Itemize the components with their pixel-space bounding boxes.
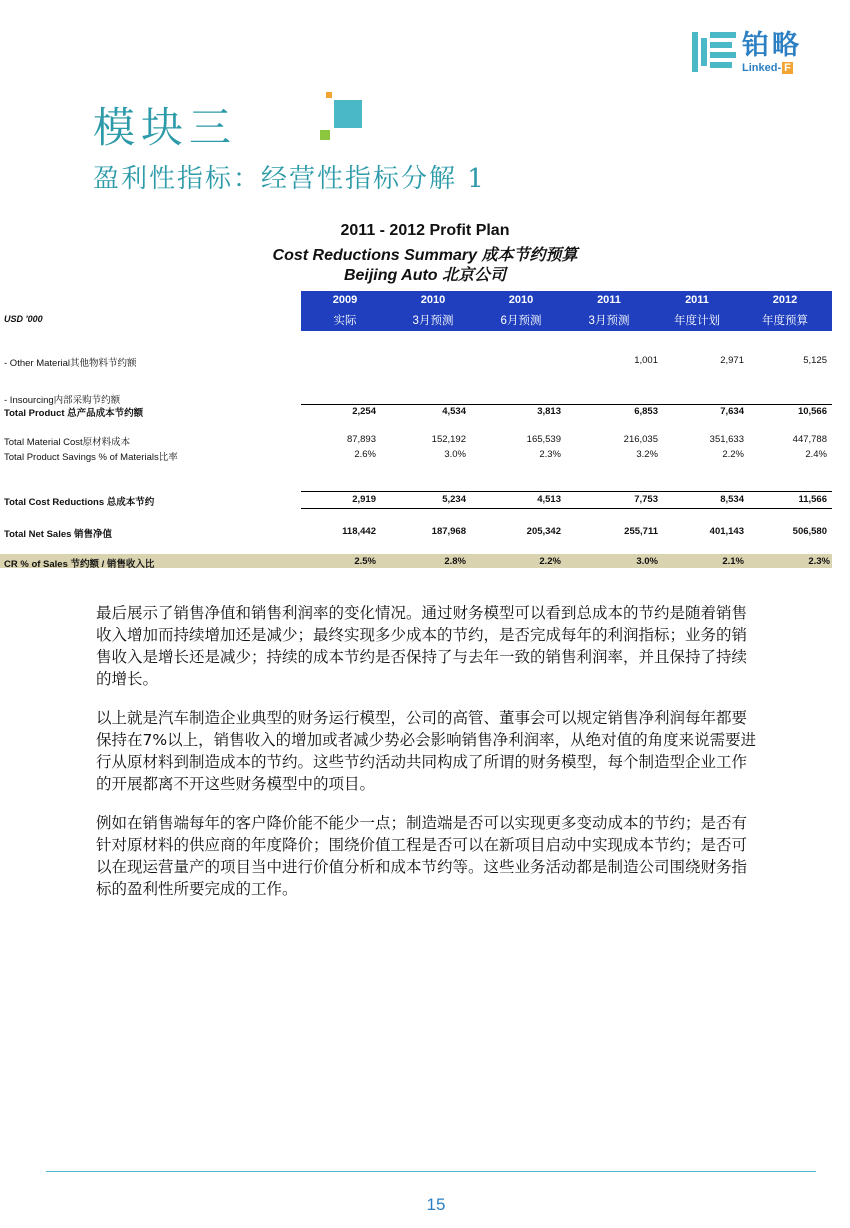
row-label: Total Product Savings % of Materials比率 xyxy=(4,452,178,463)
footer-divider xyxy=(46,1171,816,1172)
table-cell: 205,342 xyxy=(526,526,561,537)
plan-title: 2011 - 2012 Profit Plan xyxy=(340,222,510,239)
col-year: 2011 xyxy=(597,294,621,306)
col-label: 3月预测 xyxy=(588,315,630,327)
logo-text-en: Linked- F xyxy=(742,62,791,74)
table-cell: 8,534 xyxy=(720,494,744,505)
table-cell: 3.0% xyxy=(636,556,658,567)
table-cell: 2.5% xyxy=(354,556,376,567)
table-cell: 447,788 xyxy=(792,434,827,445)
table-cell: 2,254 xyxy=(352,406,376,417)
decor-square-green xyxy=(320,130,330,140)
row-label: Total Product 总产品成本节约额 xyxy=(4,408,144,419)
table-cell: 4,534 xyxy=(442,406,466,417)
col-label: 年度预算 xyxy=(762,315,808,327)
table-cell: 2.3% xyxy=(808,556,830,567)
table-cell: 7,753 xyxy=(634,494,658,505)
table-cell: 5,125 xyxy=(803,355,827,366)
table-cell: 351,633 xyxy=(709,434,744,445)
col-year: 2009 xyxy=(332,294,358,306)
divider-line xyxy=(301,404,832,405)
table-cell: 216,035 xyxy=(623,434,658,445)
row-label: CR % of Sales 节约额 / 销售收入比 xyxy=(4,559,155,570)
table-cell: 5,234 xyxy=(442,494,466,505)
col-year: 2010 xyxy=(508,294,534,306)
table-cell: 255,711 xyxy=(624,526,658,537)
logo-mark-icon xyxy=(692,32,736,72)
table-cell: 2.2% xyxy=(539,556,561,567)
body-paragraph: 最后展示了销售净值和销售利润率的变化情况。通过财务模型可以看到总成本的节约是随着销售收入增加而持续增加还是减少；最终实现多少成本的节约，是否完成每年的利润指标；业务的销售收入是增长还是减少；持续的成本节约是否保持了与去年一致的销售利润率，并且保持了持续的增长。 xyxy=(96,604,748,688)
row-label: - Other Material其他物料节约额 xyxy=(4,358,137,369)
col-label: 实际 xyxy=(333,315,357,327)
decor-square-teal xyxy=(334,100,362,128)
table-cell: 7,634 xyxy=(720,406,744,417)
row-label: Total Material Cost原材料成本 xyxy=(4,437,131,448)
table-cell: 2.4% xyxy=(805,449,827,460)
table-header xyxy=(301,291,832,331)
table-cell: 4,513 xyxy=(537,494,561,505)
unit-label: USD '000 xyxy=(4,314,43,324)
col-label: 3月预测 xyxy=(412,315,454,327)
col-label: 年度计划 xyxy=(674,315,720,327)
divider-line xyxy=(301,508,832,509)
table-cell: 2.6% xyxy=(354,449,376,460)
table-cell: 165,539 xyxy=(526,434,561,445)
body-paragraph: 以上就是汽车制造企业典型的财务运行模型，公司的高管、董事会可以规定销售净利润每年都要保持在7%以上，销售收入的增加或者减少势必会影响销售净利润率，从绝对值的角度来说需要进行从原材料到制造成本的节约。这些节约活动共同构成了所谓的财务模型，每个制造型企业工作的开展都离不开这些财务模型中的项目。 xyxy=(96,709,757,793)
table-cell: 6,853 xyxy=(634,406,658,417)
decor-square-orange xyxy=(326,92,332,98)
col-year: 2011 xyxy=(685,294,709,306)
table-cell: 118,442 xyxy=(342,526,376,537)
table-cell: 152,192 xyxy=(431,434,466,445)
plan-company: Beijing Auto 北京公司 xyxy=(343,267,507,284)
col-year: 2012 xyxy=(772,294,798,306)
table-cell: 11,566 xyxy=(798,494,827,505)
body-paragraph: 例如在销售端每年的客户降价能不能少一点；制造端是否可以实现更多变动成本的节约；是否有针对原材料的供应商的年度降价；围绕价值工程是否可以在新项目启动中实现成本节约；是否可以在现运营量产的项目当中进行价值分析和成本节约等。这些业务活动都是制造公司围绕财务指标的盈利性所要完成的工作。 xyxy=(96,814,748,898)
plan-subtitle: Cost Reductions Summary 成本节约预算 xyxy=(272,247,578,264)
page-number: 15 xyxy=(426,1195,446,1214)
table-cell: 506,580 xyxy=(792,526,827,537)
table-cell: 3.2% xyxy=(636,449,658,460)
table-cell: 2,919 xyxy=(352,494,376,505)
table-cell: 10,566 xyxy=(797,406,827,417)
col-year: 2010 xyxy=(420,294,446,306)
table-cell: 2,971 xyxy=(720,355,744,366)
table-cell: 401,143 xyxy=(709,526,744,537)
brand-logo xyxy=(692,30,822,76)
row-label: Total Net Sales 销售净值 xyxy=(4,529,113,540)
row-label: Total Cost Reductions 总成本节约 xyxy=(4,497,155,508)
divider-line xyxy=(301,491,832,492)
row-label: - Insourcing内部采购节约额 xyxy=(4,395,121,406)
table-cell: 187,968 xyxy=(431,526,466,537)
col-label: 6月预测 xyxy=(500,315,542,327)
table-cell: 2.3% xyxy=(539,449,561,460)
table-cell: 3.0% xyxy=(444,449,466,460)
table-cell: 2.8% xyxy=(444,556,466,567)
module-subtitle: 盈利性指标：经营性指标分解 1 xyxy=(93,164,486,194)
table-cell: 3,813 xyxy=(537,406,561,417)
table-cell: 2.2% xyxy=(722,449,744,460)
module-title: 模块三 xyxy=(93,103,238,152)
logo-text-cn: 铂略 xyxy=(742,30,802,61)
table-cell: 87,893 xyxy=(346,434,376,445)
table-cell: 1,001 xyxy=(634,355,658,366)
table-cell: 2.1% xyxy=(722,556,744,567)
